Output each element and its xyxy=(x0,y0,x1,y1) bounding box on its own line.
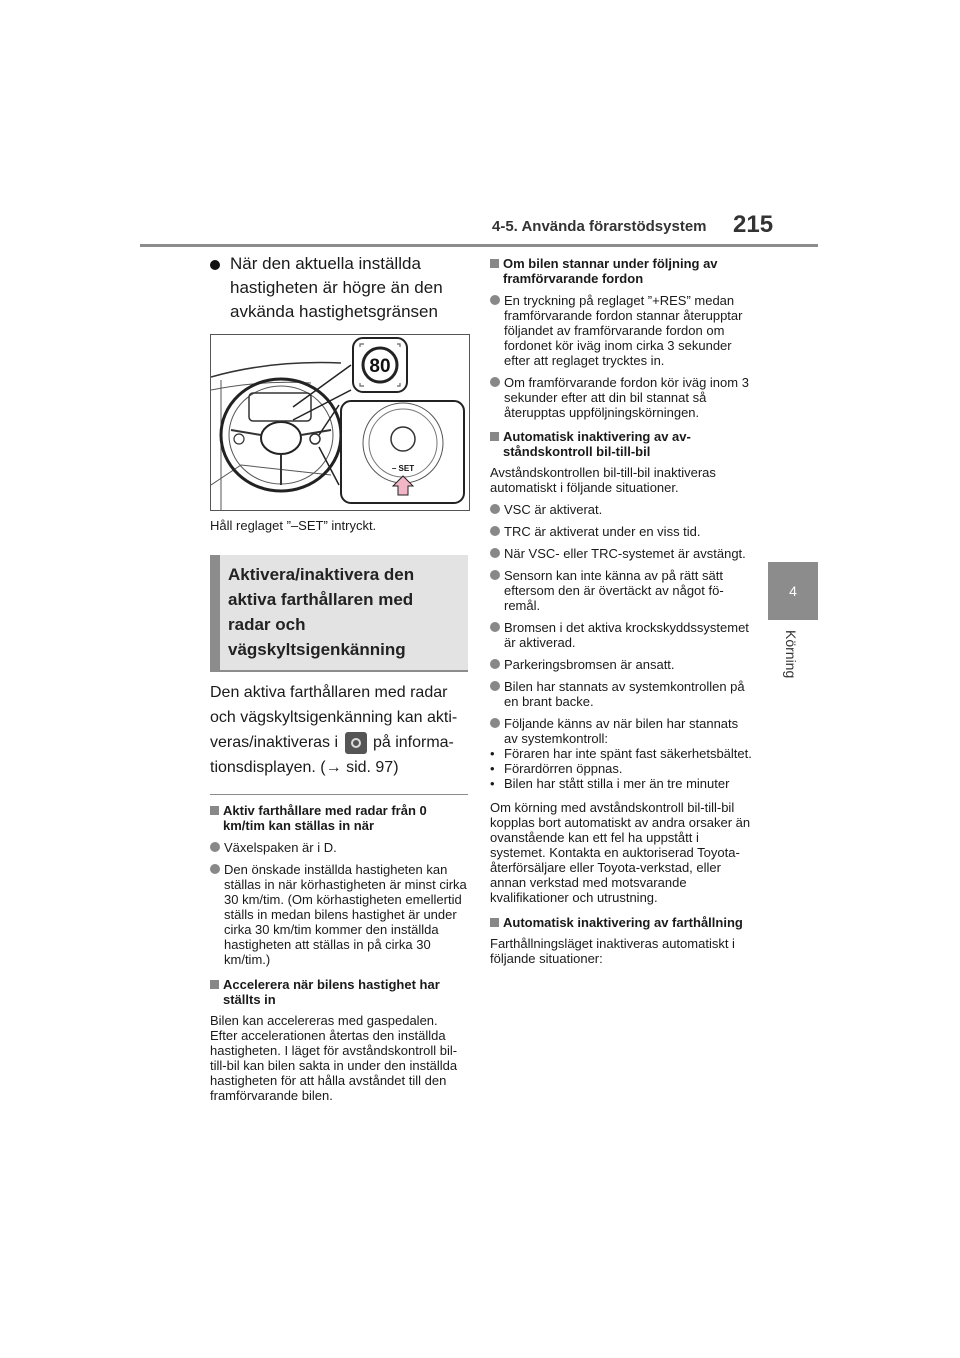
bullet-item xyxy=(490,679,752,709)
square-marker-icon xyxy=(210,806,219,815)
list-item: • Föraren har inte spänt fast säkerhetsbältet. xyxy=(490,746,752,761)
subheading xyxy=(210,803,468,833)
top-bullet-text: När den aktuella inställda hastigheten är högre än den avkända hastighetsgränsen xyxy=(230,254,443,321)
bullet-icon xyxy=(210,864,220,874)
bullet-item xyxy=(210,862,468,967)
bullet-text: Parkeringsbromsen är ansatt. xyxy=(504,657,675,672)
bullet-item xyxy=(490,716,752,746)
square-marker-icon xyxy=(210,980,219,989)
bullet-icon xyxy=(490,504,500,514)
subheading xyxy=(210,977,468,1007)
figure-caption: Håll reglaget ”–SET” intryckt. xyxy=(210,518,377,533)
bullet-icon xyxy=(490,659,500,669)
paragraph: Avståndskontrollen bil-till-bil inaktiveras automatiskt i följande situationer. xyxy=(490,465,716,495)
bullet-text: Sensorn kan inte känna av på rätt sätt eftersom den är övertäckt av något föremål. xyxy=(504,568,724,613)
bullet-icon xyxy=(210,260,220,270)
bullet-item xyxy=(490,524,752,539)
intro-text-1: Den aktiva farthållaren med radar och vägskyltsigenkänning kan aktiveras/inaktiveras i xyxy=(210,684,458,751)
list-item: • Bilen har stått stilla i mer än tre minuter xyxy=(490,776,752,791)
switch-label: – SET xyxy=(391,464,415,473)
bullet-icon xyxy=(490,570,500,580)
bullet-icon xyxy=(490,622,500,632)
bullet-text: Följande känns av när bilen har stannats av systemkontroll: xyxy=(504,716,739,746)
chapter-tab xyxy=(768,562,818,620)
paragraph: Farthållningsläget inaktiveras automatiskt i följande situationer: xyxy=(490,936,735,966)
bullet-icon xyxy=(490,681,500,691)
bullet-item xyxy=(490,568,752,613)
subheading xyxy=(490,915,752,930)
bullet-icon xyxy=(490,295,500,305)
square-marker-icon xyxy=(490,432,499,441)
steering-wheel-illustration xyxy=(210,334,470,511)
list-item: • Förardörren öppnas. xyxy=(490,761,752,776)
paragraph: Om körning med avståndskontroll bil-till-bil kopplas bort automatiskt av andra orsaker än ovanstående kan ett fel ha uppstått i systemet. Kontakta en auktoriserad Toyota-återförsäljare eller Toyota-verkstad, eller annan verkstad med motsvarande kvalifikationer och utrustning. xyxy=(490,800,751,905)
bullet-item xyxy=(490,375,752,420)
speed-sign-value: 80 xyxy=(369,356,391,377)
left-column xyxy=(210,252,468,1103)
divider xyxy=(210,794,468,795)
subheading-text: Automatisk inaktivering av avståndskontroll bil-till-bil xyxy=(503,429,691,459)
bullet-text: En tryckning på reglaget ”+RES” medan framförvarande fordon stannar återupptar följandet av framförvarande fordon om fordonet kör iväg inom cirka 3 sekunder efter att reglaget trycktes in. xyxy=(504,293,743,368)
bullet-text: Den önskade inställda hastigheten kan ställas in när körhastigheten är minst cirka 30 km/tim. (Om körhastigheten emellertid ställs in medan bilens hastighet är under cirka 30 km/tim kommer den inställda hastigheten att ställas in på cirka 30 km/tim.) xyxy=(224,862,467,967)
intro-text-2: på informationsdisplayen. (→ sid. 97) xyxy=(210,734,454,776)
bullet-item xyxy=(490,620,752,650)
bullet-icon xyxy=(490,526,500,536)
bullet-text: Bromsen i det aktiva krockskyddssystemet är aktiverad. xyxy=(504,620,749,650)
bullet-item xyxy=(210,840,468,855)
bullet-item xyxy=(490,502,752,517)
condition-list xyxy=(490,746,752,791)
gear-icon xyxy=(345,732,367,754)
bullet-icon xyxy=(490,718,500,728)
square-marker-icon xyxy=(490,918,499,927)
subheading-text: Om bilen stannar under följning av framförvarande fordon xyxy=(503,256,718,286)
chapter-label: Körning xyxy=(783,630,799,679)
bullet-icon xyxy=(210,842,220,852)
paragraph: Bilen kan accelereras med gaspedalen. Efter accelerationen återtas den inställda hastigheten. I läget för avståndskontroll bil-till-bil kan bilen sakta in under den inställda hastigheten för att hålla avståndet till den framförvarande bilen. xyxy=(210,1013,458,1103)
square-marker-icon xyxy=(490,259,499,268)
subheading xyxy=(490,429,752,459)
bullet-icon xyxy=(490,548,500,558)
bullet-text: När VSC- eller TRC-systemet är avstängt. xyxy=(504,546,746,561)
section-intro xyxy=(210,680,468,780)
section-title: Aktivera/inaktivera den aktiva farthållaren med radar och vägskyltsigenkänning xyxy=(210,555,468,672)
bullet-item xyxy=(490,293,752,368)
bullet-item xyxy=(490,546,752,561)
illustration-svg xyxy=(211,335,469,510)
bullet-text: VSC är aktiverat. xyxy=(504,502,603,517)
bullet-text: TRC är aktiverat under en viss tid. xyxy=(504,524,701,539)
bullet-text: Bilen har stannats av systemkontrollen på en brant backe. xyxy=(504,679,745,709)
subheading-text: Aktiv farthållare med radar från 0 km/tim kan ställas in när xyxy=(223,803,427,833)
subheading-text: Accelerera när bilens hastighet har ställts in xyxy=(223,977,440,1007)
bullet-item xyxy=(490,657,752,672)
page-number: 215 xyxy=(733,211,774,238)
subheading xyxy=(490,256,752,286)
header-section-title: 4-5. Använda förarstödsystem xyxy=(492,218,707,235)
chapter-number: 4 xyxy=(789,583,797,599)
bullet-text: Om framförvarande fordon kör iväg inom 3 sekunder efter att din bil stannat så återupptas uppföljningskörningen. xyxy=(504,375,749,420)
bullet-text: Växelspaken är i D. xyxy=(224,840,337,855)
right-column xyxy=(490,256,752,966)
top-bullet xyxy=(210,252,468,324)
bullet-icon xyxy=(490,377,500,387)
header-rule xyxy=(140,244,818,247)
subheading-text: Automatisk inaktivering av farthållning xyxy=(503,915,743,930)
